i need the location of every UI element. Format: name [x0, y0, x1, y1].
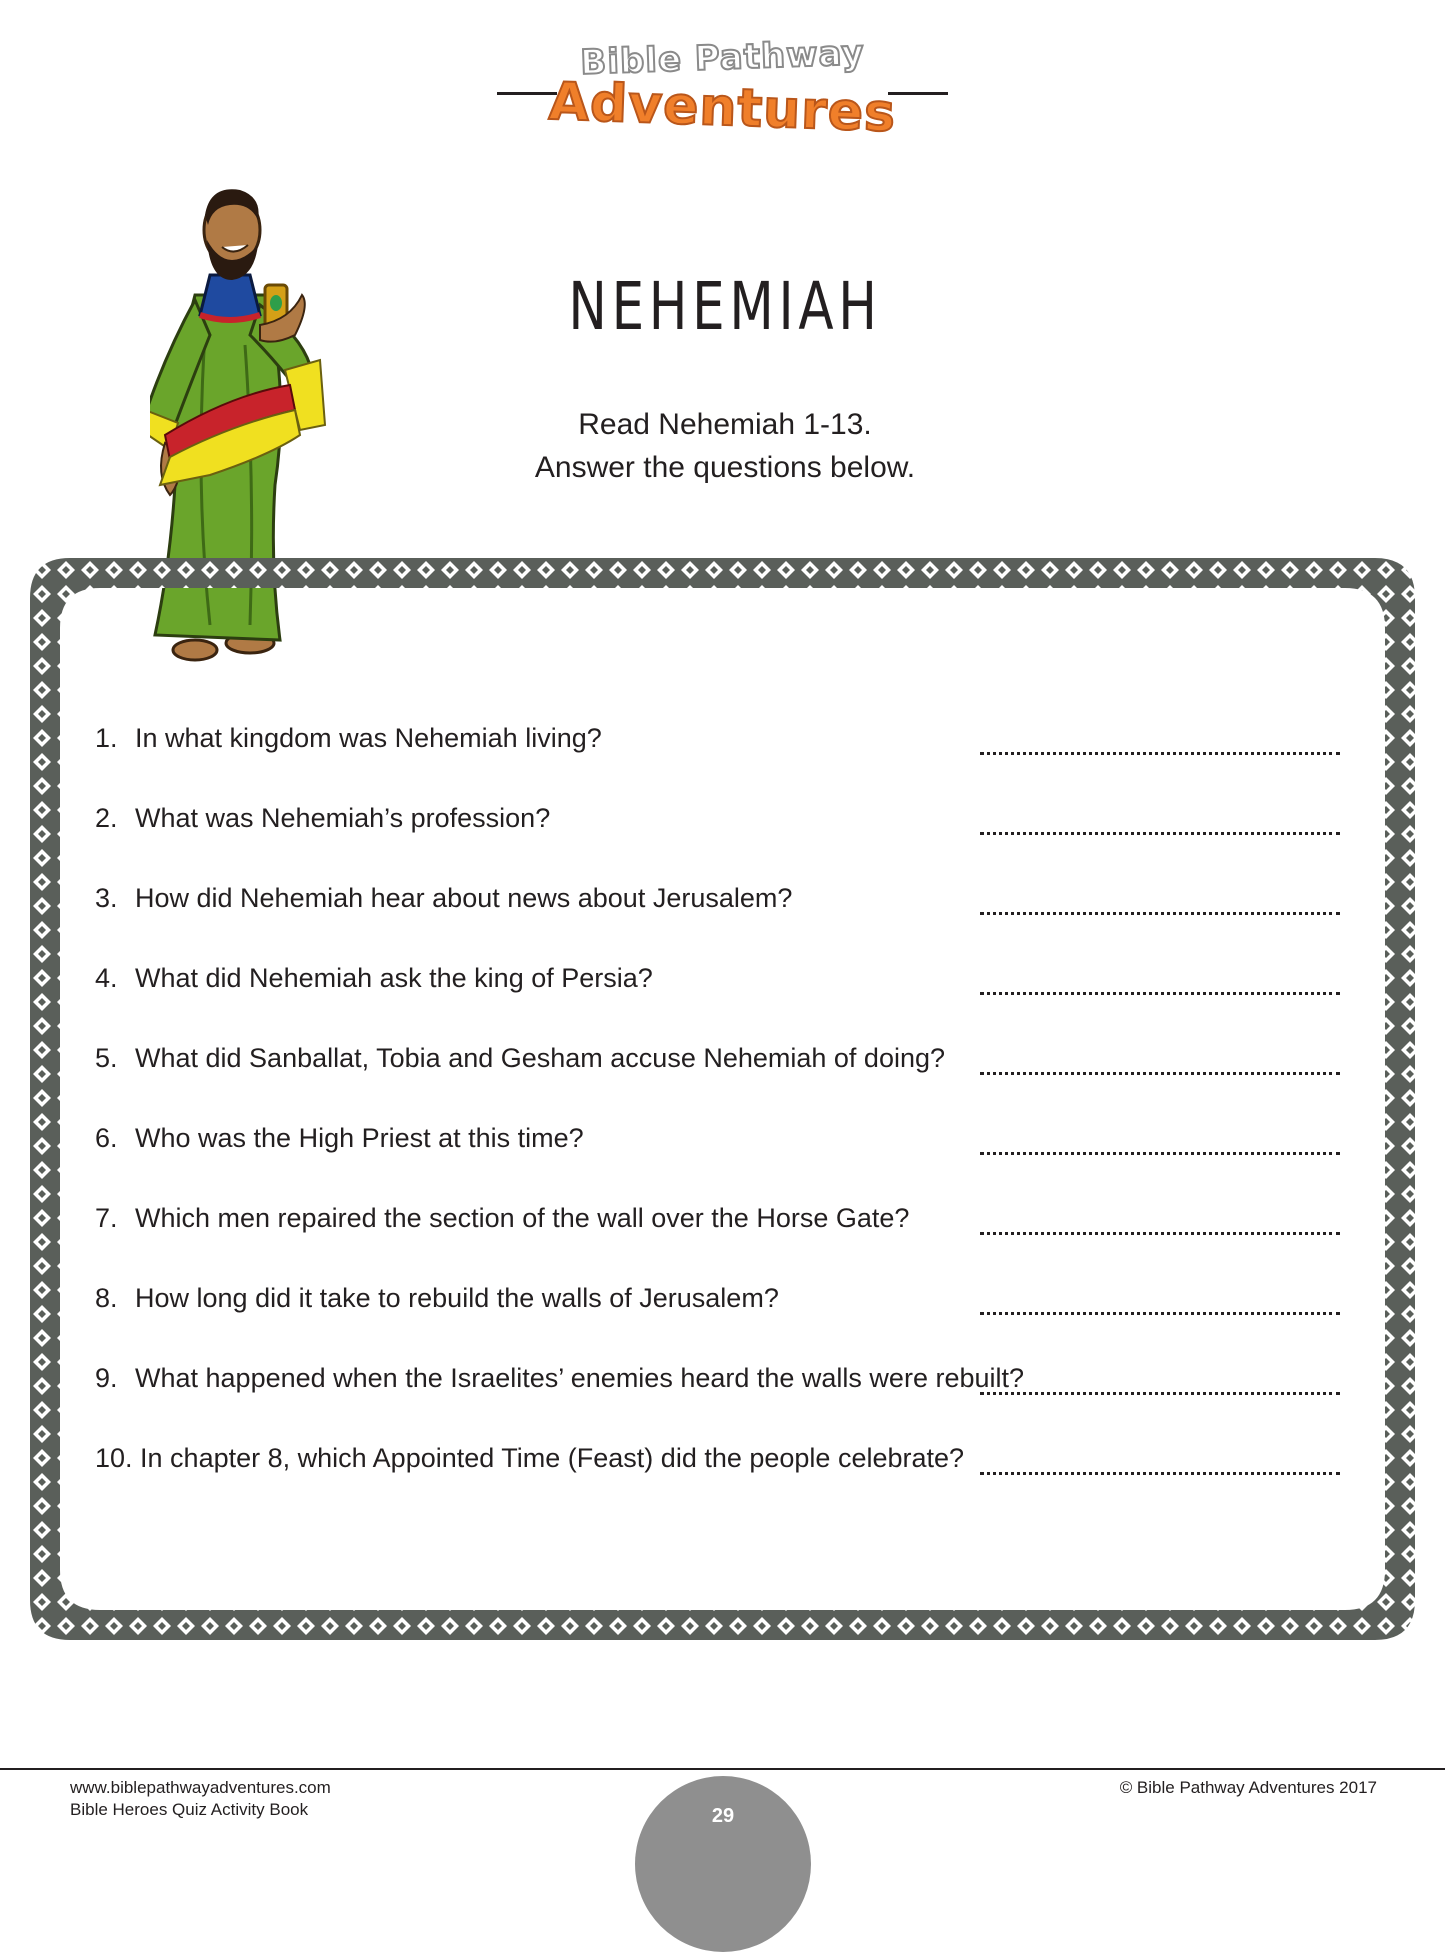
question-list	[95, 723, 1340, 1523]
question-number: 9.	[95, 1363, 118, 1393]
question-text: What happened when the Israelites’ enemies heard the walls were rebuilt?	[135, 1363, 1025, 1393]
question-number: 5.	[95, 1043, 118, 1073]
question-number: 2.	[95, 803, 118, 833]
footer-website: www.biblepathwayadventures.com	[70, 1778, 331, 1797]
question-text: Which men repaired the section of the wall over the Horse Gate?	[135, 1203, 910, 1233]
logo-line-1: Bible Pathway	[579, 33, 866, 83]
answer-blank[interactable]	[980, 1312, 1340, 1315]
page-title: NEHEMIAH	[568, 268, 882, 345]
question-text: 10. In chapter 8, which Appointed Time (Feast) did the people celebrate?	[95, 1443, 965, 1473]
question-item	[95, 1443, 1340, 1523]
page-number: 29	[711, 1805, 735, 1827]
question-text: What was Nehemiah’s profession?	[135, 803, 551, 833]
question-number: 3.	[95, 883, 118, 913]
question-text: Who was the High Priest at this time?	[135, 1123, 584, 1153]
answer-blank[interactable]	[980, 1472, 1340, 1475]
question-text: In what kingdom was Nehemiah living?	[135, 723, 602, 753]
question-text: How long did it take to rebuild the walls of Jerusalem?	[135, 1283, 779, 1313]
instructions-line-2: Answer the questions below.	[534, 451, 916, 484]
footer-book-title: Bible Heroes Quiz Activity Book	[70, 1800, 309, 1819]
footer-copyright: © Bible Pathway Adventures 2017	[1119, 1778, 1377, 1797]
answer-blank[interactable]	[980, 992, 1340, 995]
page-number-badge	[635, 1776, 811, 1952]
logo	[0, 30, 1445, 145]
question-text: How did Nehemiah hear about news about Jerusalem?	[135, 883, 793, 913]
question-item	[95, 1363, 1340, 1443]
question-item	[95, 963, 1340, 1043]
answer-blank[interactable]	[980, 1392, 1340, 1395]
question-item	[95, 803, 1340, 883]
question-number: 8.	[95, 1283, 118, 1313]
instructions-line-1: Read Nehemiah 1-13.	[578, 408, 872, 441]
instructions	[470, 403, 980, 489]
question-text: What did Nehemiah ask the king of Persia?	[135, 963, 653, 993]
question-item	[95, 1283, 1340, 1363]
answer-blank[interactable]	[980, 1232, 1340, 1235]
answer-blank[interactable]	[980, 1072, 1340, 1075]
logo-line-2: Adventures	[547, 71, 898, 145]
question-item	[95, 883, 1340, 963]
question-item	[95, 1043, 1340, 1123]
footer-rule	[0, 1768, 1445, 1770]
question-number: 4.	[95, 963, 118, 993]
question-item	[95, 1123, 1340, 1203]
question-item	[95, 723, 1340, 803]
answer-blank[interactable]	[980, 912, 1340, 915]
question-number: 1.	[95, 723, 118, 753]
answer-blank[interactable]	[980, 752, 1340, 755]
question-item	[95, 1203, 1340, 1283]
question-number: 6.	[95, 1123, 118, 1153]
answer-blank[interactable]	[980, 832, 1340, 835]
question-text: What did Sanballat, Tobia and Gesham accuse Nehemiah of doing?	[135, 1043, 946, 1073]
answer-blank[interactable]	[980, 1152, 1340, 1155]
question-number: 7.	[95, 1203, 118, 1233]
